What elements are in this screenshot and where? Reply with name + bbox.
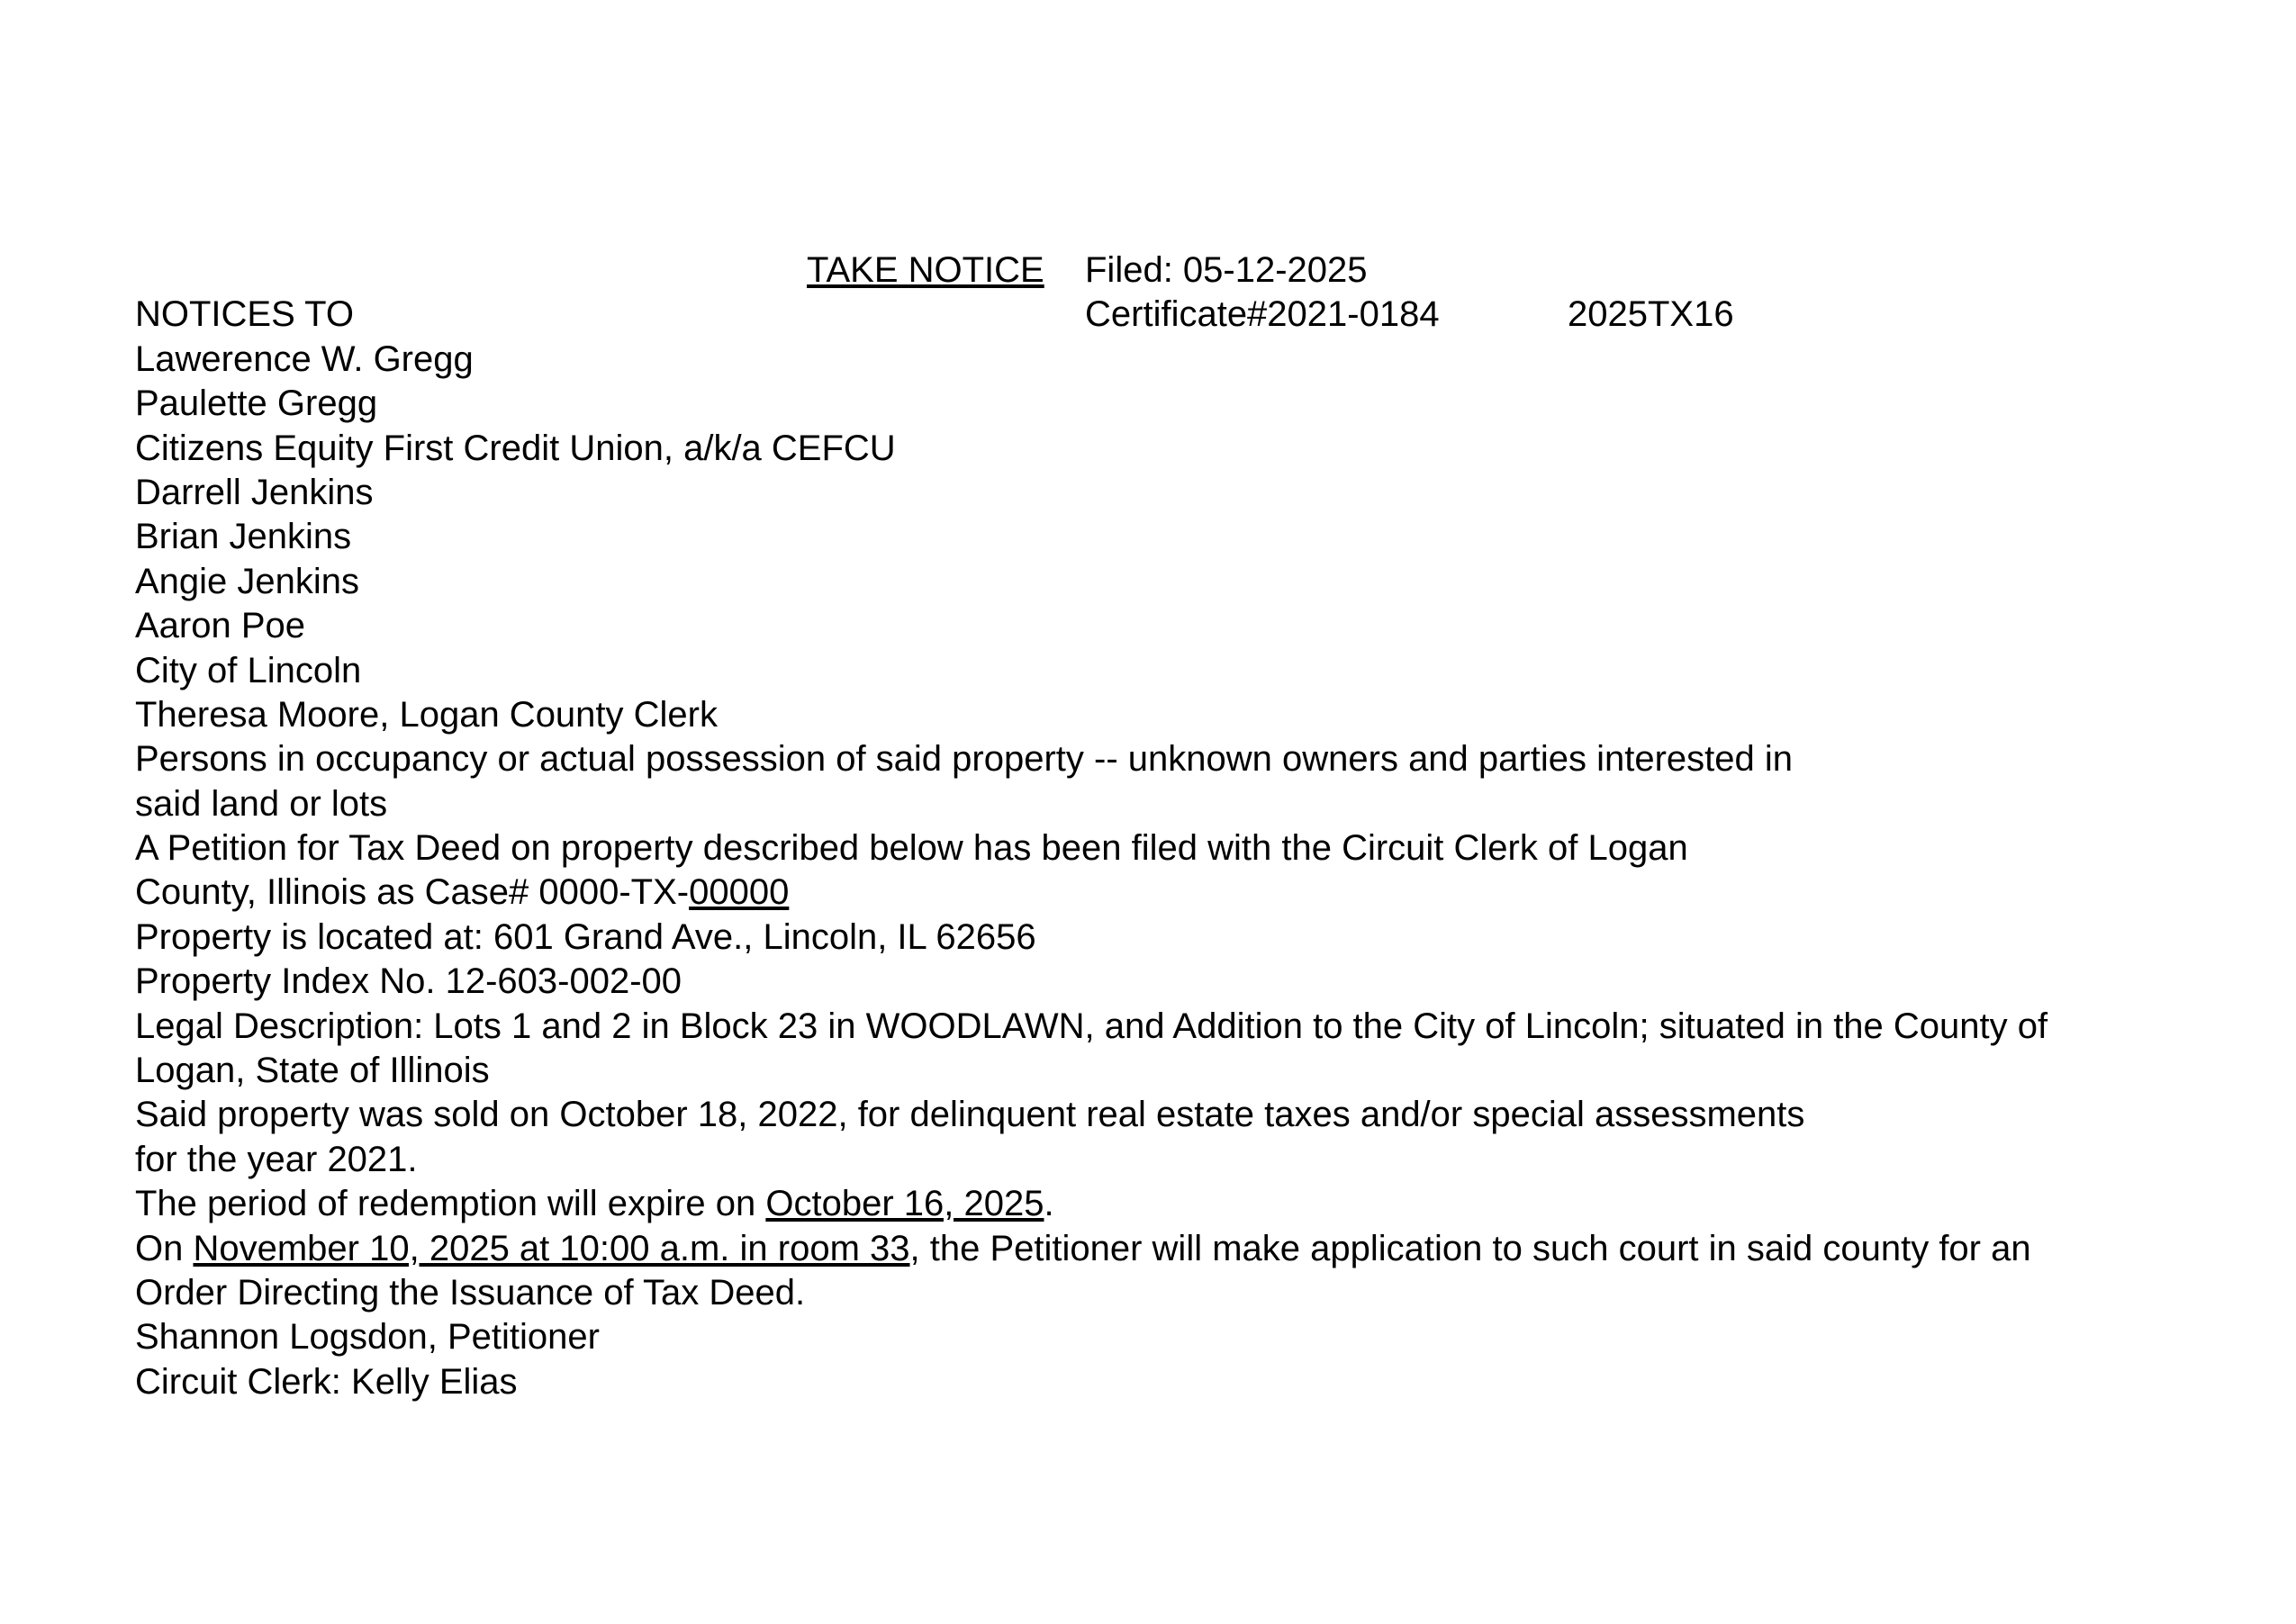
recipient-line — [135, 427, 2206, 471]
legal-description-text: Legal Description: Lots 1 and 2 in Block 23 in WOODLAWN, and Addition to the City of Lincoln; situated in the County of — [135, 1006, 2048, 1046]
recipient-name: Aaron Poe — [135, 606, 306, 646]
property-index-line — [135, 960, 2206, 1004]
redemption-line — [135, 1182, 2206, 1226]
document-title: TAKE NOTICE — [807, 250, 1044, 290]
recipient-name: Brian Jenkins — [135, 517, 352, 557]
recipient-line — [135, 382, 2206, 426]
hearing-line-1 — [135, 1227, 2206, 1271]
case-number: 2025TX16 — [1568, 294, 1734, 335]
legal-description-line-2 — [135, 1049, 2206, 1093]
hearing-line-2 — [135, 1271, 2206, 1315]
hearing-date: November 10, 2025 at 10:00 a.m. in room 33 — [193, 1228, 910, 1268]
header-line-2 — [135, 293, 2206, 337]
document-content — [135, 248, 2206, 1404]
recipient-name: Theresa Moore, Logan County Clerk — [135, 694, 718, 735]
recipient-name: Darrell Jenkins — [135, 472, 374, 512]
property-location: Property is located at: 601 Grand Ave., Lincoln, IL 62656 — [135, 916, 1036, 957]
sale-line-2 — [135, 1138, 2206, 1182]
certificate-number: Certificate#2021-0184 — [1085, 294, 1440, 335]
sale-line-1 — [135, 1093, 2206, 1137]
sale-text: for the year 2021. — [135, 1139, 418, 1179]
recipient-name: City of Lincoln — [135, 650, 362, 690]
recipient-name: Persons in occupancy or actual possession of said property -- unknown owners and parties interested in — [135, 739, 1793, 780]
petition-case-prefix: County, Illinois as Case# 0000-TX- — [135, 872, 690, 913]
redemption-suffix: . — [1044, 1184, 1054, 1224]
property-index-no: Property Index No. 12-603-002-00 — [135, 961, 682, 1002]
recipient-line — [135, 560, 2206, 604]
petition-text: A Petition for Tax Deed on property described below has been filed with the Circuit Clerk of Logan — [135, 828, 1688, 869]
recipient-line — [135, 693, 2206, 737]
recipient-line — [135, 515, 2206, 559]
circuit-clerk-name: Circuit Clerk: Kelly Elias — [135, 1361, 518, 1402]
legal-description-line-1 — [135, 1005, 2206, 1049]
redemption-date: October 16, 2025 — [765, 1184, 1044, 1224]
hearing-prefix: On — [135, 1228, 194, 1268]
recipient-name: Angie Jenkins — [135, 561, 360, 601]
sale-text: Said property was sold on October 18, 2022, for delinquent real estate taxes and/or special assessments — [135, 1095, 1805, 1135]
hearing-suffix: , the Petitioner will make application to such court in said county for an — [909, 1228, 2031, 1268]
recipient-name: Lawerence W. Gregg — [135, 338, 474, 379]
recipient-name: Citizens Equity First Credit Union, a/k/a CEFCU — [135, 428, 896, 468]
recipient-line — [135, 338, 2206, 382]
petition-line-2 — [135, 871, 2206, 915]
notices-to-label: NOTICES TO — [135, 294, 355, 335]
petitioner-name: Shannon Logsdon, Petitioner — [135, 1317, 600, 1358]
recipient-line — [135, 782, 2206, 826]
petition-line-1 — [135, 826, 2206, 871]
petitioner-line — [135, 1315, 2206, 1359]
recipient-line — [135, 471, 2206, 515]
recipient-name: Paulette Gregg — [135, 383, 378, 424]
header-line-1 — [135, 248, 2206, 293]
petition-case-suffix: 00000 — [689, 872, 790, 913]
recipient-line — [135, 649, 2206, 693]
circuit-clerk-line — [135, 1360, 2206, 1404]
legal-description-text: Logan, State of Illinois — [135, 1051, 490, 1091]
redemption-prefix: The period of redemption will expire on — [135, 1184, 766, 1224]
property-location-line — [135, 916, 2206, 960]
hearing-text: Order Directing the Issuance of Tax Deed. — [135, 1272, 806, 1313]
filed-date: Filed: 05-12-2025 — [1085, 250, 1368, 290]
recipient-line — [135, 737, 2206, 781]
recipient-line — [135, 604, 2206, 648]
recipient-name: said land or lots — [135, 783, 388, 824]
